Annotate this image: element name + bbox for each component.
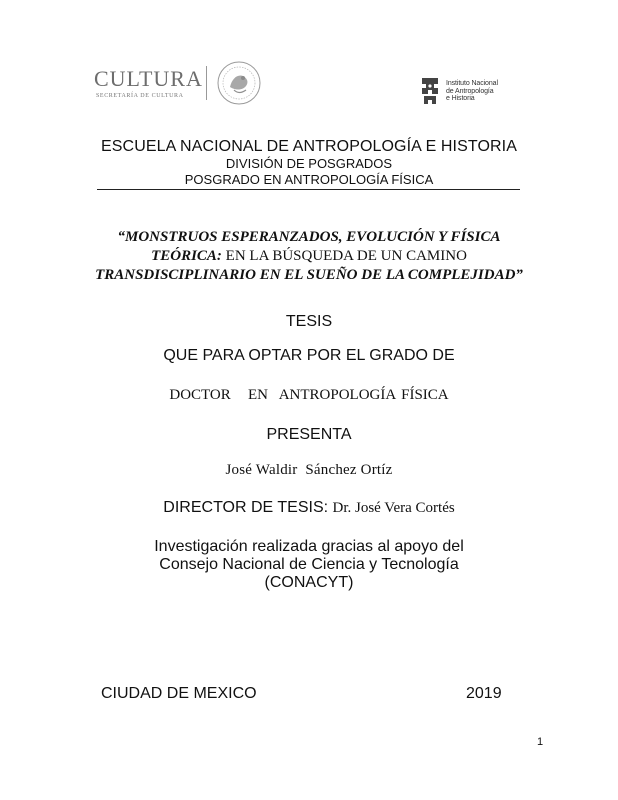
cultura-wordmark: CULTURA <box>94 66 203 91</box>
degree-name: DOCTOR EN ANTROPOLOGÍA FÍSICA <box>169 387 449 403</box>
title-line-3: TRANSDISCIPLINARIO EN EL SUEÑO DE LA COMPLEJIDAD” <box>95 267 523 283</box>
program-name: POSGRADO EN ANTROPOLOGÍA FÍSICA <box>184 172 434 187</box>
page-number: 1 <box>537 736 544 748</box>
presenta-label: PRESENTA <box>266 426 352 443</box>
mexico-seal-icon <box>216 60 262 106</box>
inah-line: de Antropología <box>446 87 494 95</box>
funding-line: Consejo Nacional de Ciencia y Tecnología <box>159 556 459 573</box>
cultura-logo <box>94 66 274 106</box>
author-name: José Waldir Sánchez Ortíz <box>225 462 393 478</box>
thesis-director <box>0 499 618 517</box>
funding-line: (CONACYT) <box>264 574 354 591</box>
title-line-2-prefix: TEÓRICA: <box>151 248 226 264</box>
director-label: DIRECTOR DE TESIS: <box>163 499 333 516</box>
division-name: DIVISIÓN DE POSGRADOS <box>225 156 393 171</box>
document-type: TESIS <box>285 313 333 330</box>
inah-line: Instituto Nacional <box>446 80 498 87</box>
inah-name <box>446 80 526 103</box>
inah-glyph-icon <box>418 76 442 106</box>
inah-line: e Historia <box>446 95 475 102</box>
title-line-2-rest: EN LA BÚSQUEDA DE UN CAMINO <box>225 248 467 264</box>
funding-note <box>0 538 618 592</box>
city: CIUDAD DE MEXICO <box>101 685 257 702</box>
header-divider <box>97 189 520 190</box>
degree-intro: QUE PARA OPTAR POR EL GRADO DE <box>163 347 455 364</box>
inah-logo <box>418 76 528 110</box>
title-line-1: “MONSTRUOS ESPERANZADOS, EVOLUCIÓN Y FÍSICA <box>117 229 501 245</box>
logo-divider <box>206 66 207 100</box>
year: 2019 <box>466 685 502 702</box>
funding-line: Investigación realizada gracias al apoyo del <box>154 538 464 555</box>
director-name: Dr. José Vera Cortés <box>332 500 455 516</box>
school-name: ESCUELA NACIONAL DE ANTROPOLOGÍA E HISTORIA <box>101 138 517 155</box>
cultura-subtitle: SECRETARÍA DE CULTURA <box>96 93 184 99</box>
title-line-2 <box>0 247 618 266</box>
thesis-title <box>0 228 618 285</box>
